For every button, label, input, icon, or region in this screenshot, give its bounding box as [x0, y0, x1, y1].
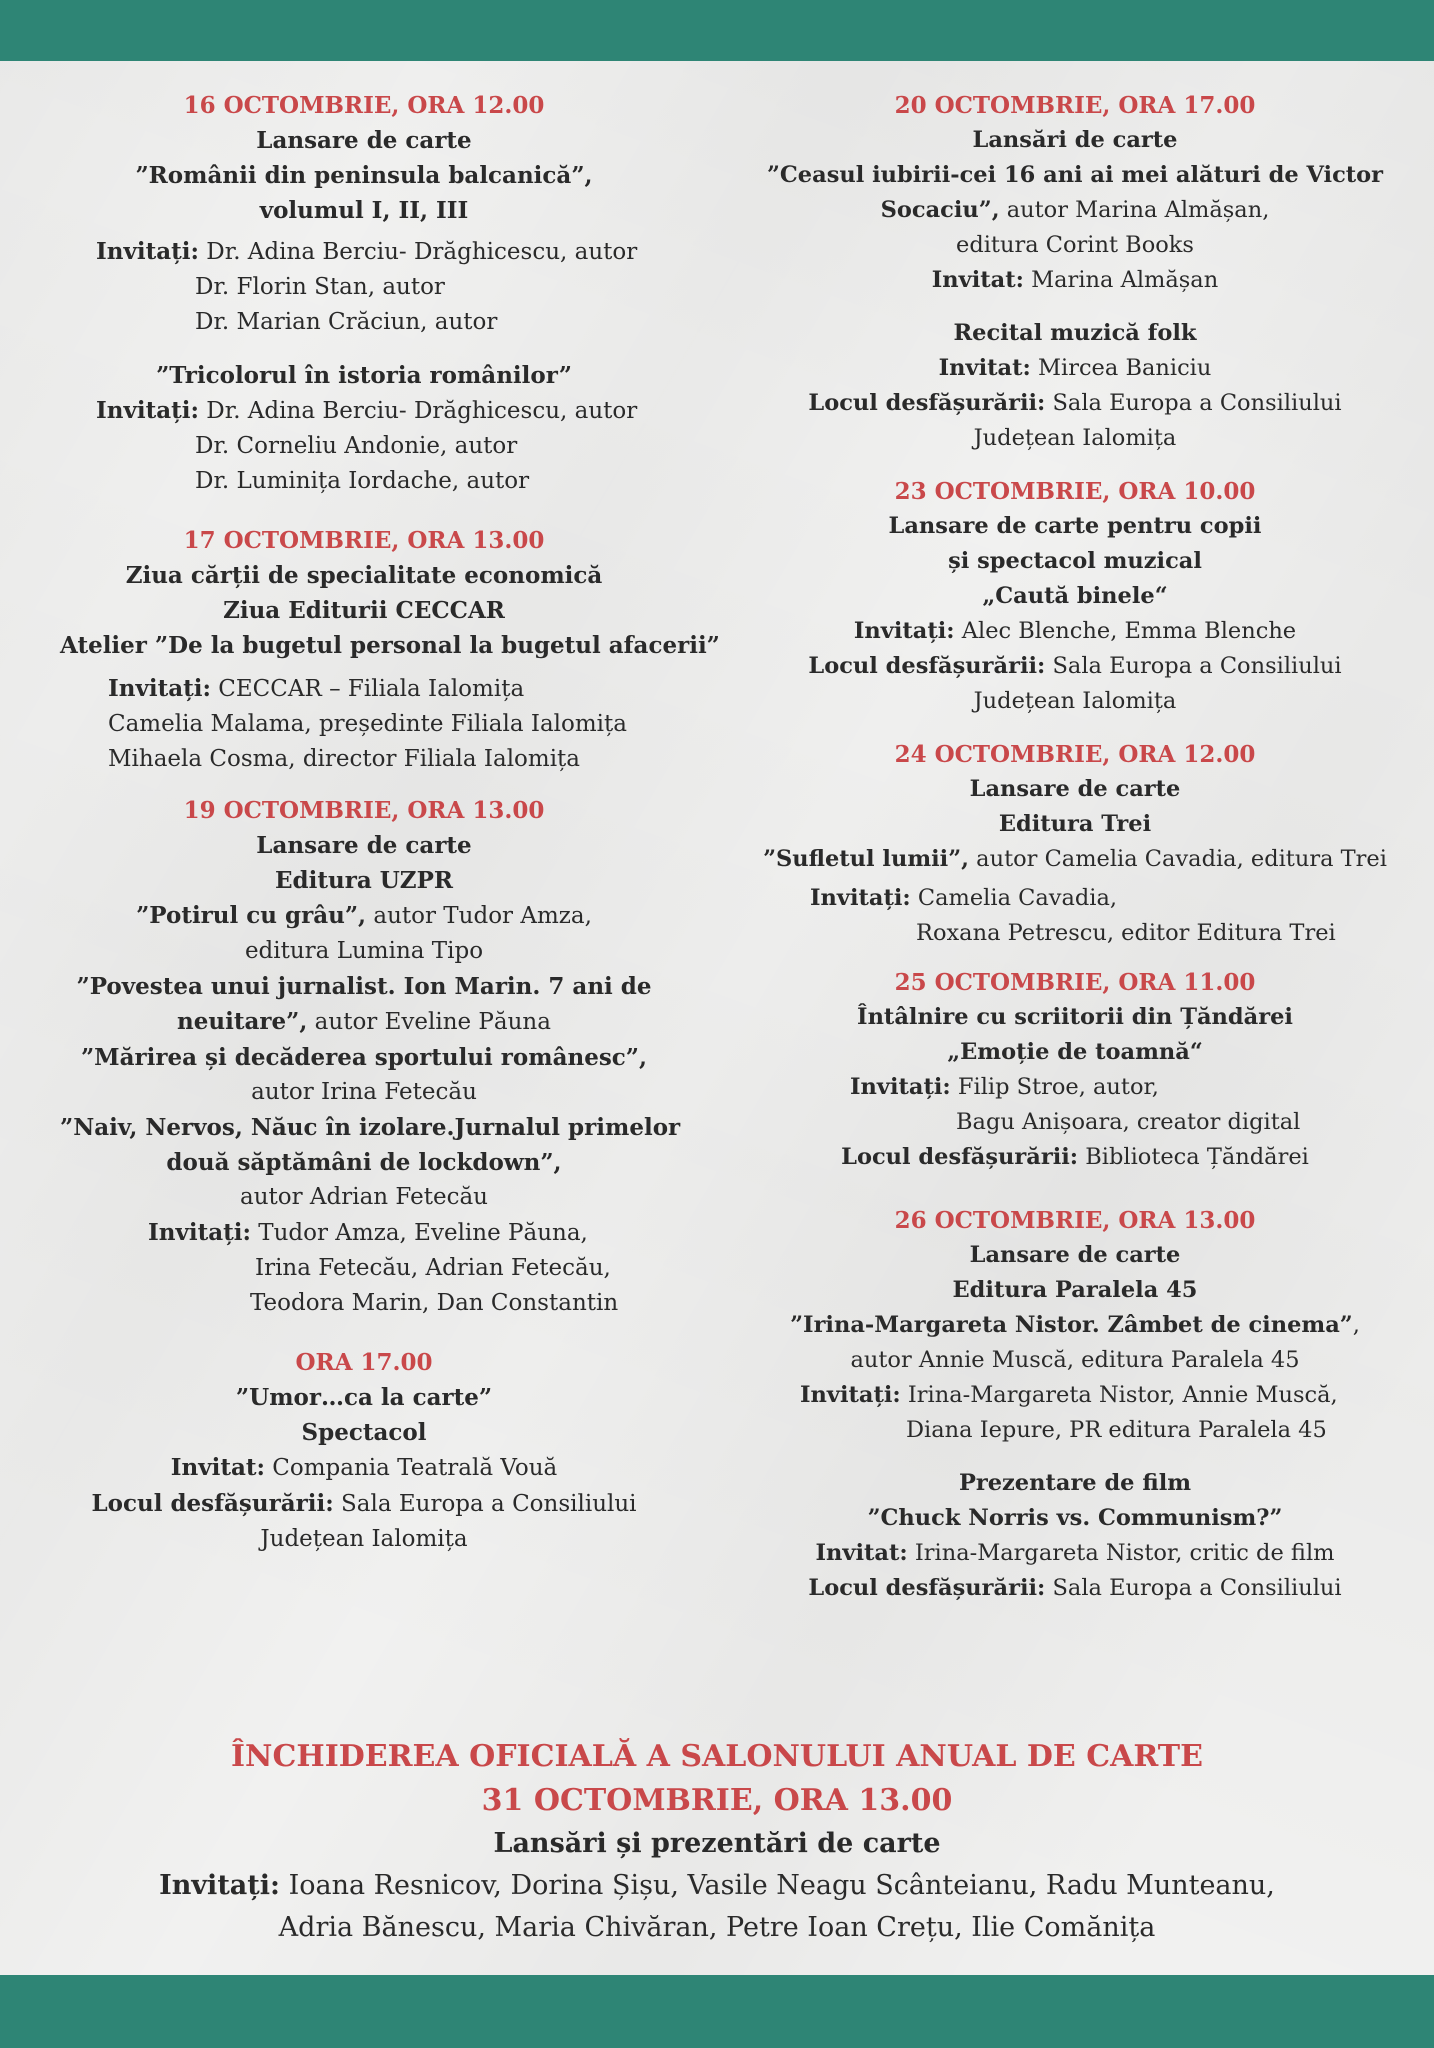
guests-block	[760, 1378, 1390, 1448]
event-date: ORA 17.00	[295, 1349, 433, 1376]
event-title: Ziua Editurii CECCAR	[223, 597, 505, 624]
guest-name: Dr. Corneliu Andonie, autor	[195, 433, 518, 459]
guest-name: Dr. Adina Berciu- Drăghicescu, autor	[206, 239, 638, 265]
book-title-cont: Socaciu”,	[880, 197, 1000, 223]
event-title: Lansare de carte	[256, 127, 472, 154]
guest-name: Mircea Baniciu	[1037, 355, 1212, 381]
event-title: Lansare de carte pentru copii	[888, 513, 1262, 539]
book-author: autor Tudor Amza,	[373, 903, 592, 929]
book-title: ”Românii din peninsula balcanică”,	[135, 162, 593, 189]
book-title: ”Irina-Margareta Nistor. Zâmbet de cinema”	[790, 1312, 1353, 1338]
guest-name: Diana Iepure, PR editura Paralela 45	[906, 1417, 1327, 1443]
guest-label: Invitat:	[170, 1454, 265, 1481]
top-teal-band	[0, 0, 1434, 61]
guest-label: Invitat:	[815, 1540, 908, 1566]
event-title: Ziua cărții de specialitate economică	[125, 562, 603, 589]
guest-name: Irina Fetecău, Adrian Fetecău,	[255, 1255, 611, 1281]
guest-name: Camelia Cavadia,	[917, 885, 1118, 911]
venue-label: Locul desfășurării:	[841, 1144, 1079, 1170]
guest-name: Dr. Luminița Iordache, autor	[195, 468, 530, 494]
book-title-cont: neuitare”,	[177, 1008, 308, 1035]
guests-block	[60, 393, 668, 499]
closing-subtitle: Lansări și prezentări de carte	[493, 1828, 941, 1859]
event-date: 23 OCTOMBRIE, ORA 10.00	[894, 478, 1256, 505]
venue-name: Județean Ialomița	[973, 425, 1177, 451]
book-title: ”Tricolorul în istoria românilor”	[156, 362, 572, 389]
event-title: Prezentare de film	[958, 1470, 1192, 1496]
show-title: „Emoție de toamnă“	[947, 1039, 1203, 1065]
event-date: 26 OCTOMBRIE, ORA 13.00	[894, 1207, 1256, 1234]
publisher-name: Editura Trei	[998, 811, 1152, 837]
venue-label: Locul desfășurării:	[91, 1490, 334, 1517]
event-title: Spectacol	[301, 1419, 427, 1446]
guest-name: Alec Blenche, Emma Blenche	[961, 618, 1297, 644]
guest-list: Ioana Resnicov, Dorina Șișu, Vasile Neagu Scânteianu, Radu Munteanu,	[288, 1870, 1275, 1901]
guest-name: Bagu Anișoara, creator digital	[956, 1109, 1301, 1135]
publisher-name: Editura UZPR	[275, 867, 453, 894]
event-title: Lansare de carte	[969, 1242, 1181, 1268]
guests-block	[60, 1215, 668, 1321]
show-title: „Caută binele“	[982, 583, 1168, 609]
book-author: autor Camelia Cavadia, editura Trei	[976, 846, 1387, 872]
event-title: Recital muzică folk	[953, 320, 1197, 346]
venue-label: Locul desfășurării:	[808, 1575, 1046, 1601]
event-title: Atelier ”De la bugetul personal la bugetul afacerii”	[60, 632, 720, 659]
guests-label: Invitați:	[800, 1382, 901, 1408]
book-title-comma: ,	[1352, 1312, 1360, 1338]
guest-name: Dr. Adina Berciu- Drăghicescu, autor	[206, 398, 638, 424]
venue-label: Locul desfășurării:	[808, 653, 1046, 679]
event-date: 20 OCTOMBRIE, ORA 17.00	[894, 92, 1256, 119]
guest-name: Teodora Marin, Dan Constantin	[250, 1290, 619, 1316]
book-title: ”Potirul cu grâu”,	[136, 902, 367, 929]
event-date: 16 OCTOMBRIE, ORA 12.00	[183, 92, 545, 119]
guests-label: Invitați:	[96, 397, 199, 424]
guests-label: Invitați:	[853, 618, 955, 644]
guest-list: Adria Bănescu, Maria Chivăran, Petre Ioan Crețu, Ilie Comănița	[278, 1912, 1156, 1943]
guests-label: Invitați:	[159, 1870, 280, 1901]
event-date: 25 OCTOMBRIE, ORA 11.00	[894, 969, 1256, 996]
book-title: ”Sufletul lumii”,	[763, 846, 970, 872]
right-column	[760, 88, 1390, 1606]
guest-label: Invitat:	[931, 267, 1024, 293]
guests-label: Invitați:	[108, 675, 211, 702]
guest-name: Compania Teatrală Vouă	[272, 1455, 558, 1481]
book-title-cont: două săptămâni de lockdown”,	[166, 1149, 562, 1176]
book-author: autor Irina Fetecău	[251, 1079, 477, 1105]
guest-name: Roxana Petrescu, editor Editura Trei	[916, 920, 1336, 946]
book-title: ”Ceasul iubirii-cei 16 ani ai mei alături de Victor	[766, 162, 1384, 188]
book-author: autor Adrian Fetecău	[239, 1184, 488, 1210]
event-date: 24 OCTOMBRIE, ORA 12.00	[894, 741, 1256, 768]
venue-name: Sala Europa a Consiliului	[1052, 1575, 1342, 1601]
book-author: autor Annie Muscă, editura Paralela 45	[850, 1347, 1300, 1373]
bottom-teal-band	[0, 1975, 1434, 2048]
closing-title: ÎNCHIDEREA OFICIALĂ A SALONULUI ANUAL DE CARTE	[231, 1739, 1203, 1774]
guest-name: Marina Almășan	[1031, 267, 1219, 293]
venue-name: Sala Europa a Consiliului	[341, 1491, 637, 1517]
event-title: și spectacol muzical	[948, 548, 1202, 574]
film-title: ”Chuck Norris vs. Communism?”	[867, 1505, 1283, 1531]
book-volumes: volumul I, II, III	[259, 197, 469, 224]
book-title: ”Povestea unui jurnalist. Ion Marin. 7 ani de	[76, 973, 652, 1000]
left-column	[60, 88, 720, 1557]
closing-date: 31 OCTOMBRIE, ORA 13.00	[481, 1783, 953, 1818]
publisher-name: Editura Paralela 45	[952, 1277, 1198, 1303]
guests-block	[60, 234, 668, 340]
event-title: Lansare de carte	[256, 832, 472, 859]
event-date: 17 OCTOMBRIE, ORA 13.00	[183, 527, 545, 554]
guests-block	[760, 1070, 1390, 1140]
book-author: autor Marina Almășan,	[1006, 197, 1270, 223]
guest-label: Invitat:	[938, 355, 1031, 381]
book-author: autor Eveline Păuna	[314, 1009, 551, 1035]
book-title: ”Naiv, Nervos, Năuc în izolare.Jurnalul primelor	[60, 1114, 681, 1141]
venue-name: Sala Europa a Consiliului	[1052, 653, 1342, 679]
venue-name: Județean Ialomița	[260, 1526, 468, 1552]
guest-name: CECCAR – Filiala Ialomița	[218, 676, 525, 702]
event-title: Întâlnire cu scriitorii din Țăndărei	[857, 1004, 1293, 1030]
guest-name: Mihaela Cosma, director Filiala Ialomița	[108, 746, 581, 772]
guests-label: Invitați:	[96, 238, 199, 265]
guest-name: Filip Stroe, autor,	[957, 1074, 1159, 1100]
show-title: ”Umor…ca la carte”	[235, 1384, 493, 1411]
guests-label: Invitați:	[148, 1219, 251, 1246]
event-title: Lansări de carte	[972, 127, 1178, 153]
venue-name: Sala Europa a Consiliului	[1052, 390, 1342, 416]
guest-name: Dr. Marian Crăciun, autor	[195, 309, 498, 335]
book-publisher: editura Corint Books	[956, 232, 1194, 258]
guest-name: Tudor Amza, Eveline Păuna,	[258, 1220, 588, 1246]
event-title: Lansare de carte	[969, 776, 1181, 802]
guest-name: Dr. Florin Stan, autor	[195, 274, 445, 300]
guest-name: Irina-Margareta Nistor, Annie Muscă,	[907, 1382, 1338, 1408]
guests-block	[60, 671, 668, 777]
book-publisher: editura Lumina Tipo	[244, 938, 484, 964]
venue-name: Județean Ialomița	[973, 688, 1177, 714]
closing-section	[0, 1735, 1434, 1949]
guest-name: Camelia Malama, președinte Filiala Ialomița	[108, 711, 627, 737]
guest-name: Irina-Margareta Nistor, critic de film	[914, 1540, 1335, 1566]
guests-label: Invitați:	[810, 885, 911, 911]
venue-name: Biblioteca Țăndărei	[1085, 1144, 1309, 1170]
venue-label: Locul desfășurării:	[808, 390, 1046, 416]
guests-block	[760, 881, 1390, 951]
book-title: ”Mărirea și decăderea sportului românesc”,	[80, 1044, 648, 1071]
event-date: 19 OCTOMBRIE, ORA 13.00	[183, 797, 545, 824]
guests-label: Invitați:	[850, 1074, 951, 1100]
